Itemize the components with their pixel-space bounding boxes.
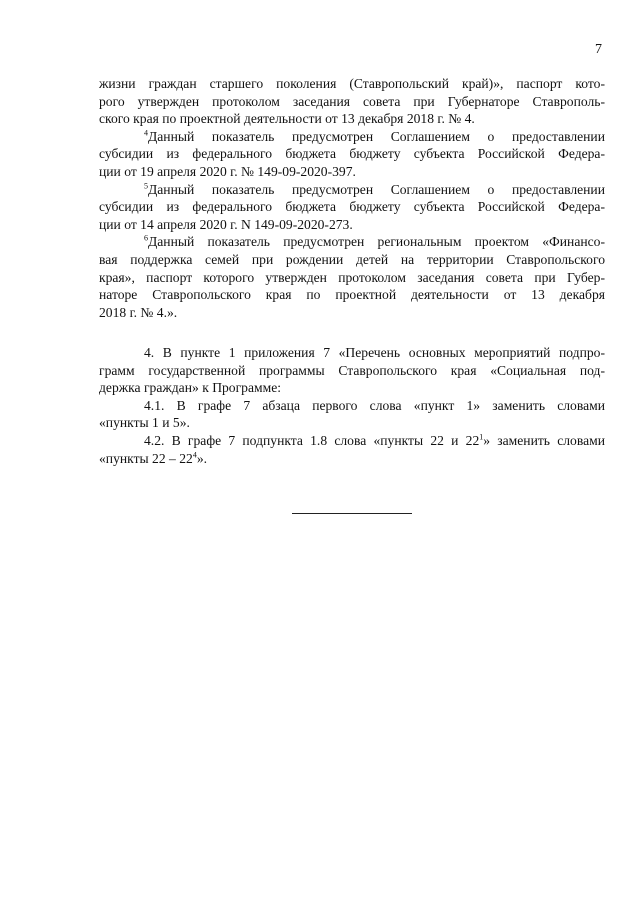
footnotes-section xyxy=(99,75,605,321)
footnote-marker: 6 xyxy=(144,233,148,243)
text-line: грамм государственной программы Ставропольского края «Социальная под- xyxy=(99,362,605,378)
superscript: 1 xyxy=(479,432,484,442)
end-separator-line xyxy=(292,513,412,514)
text-line: ции от 19 апреля 2020 г. № 149-09-2020-397. xyxy=(99,163,356,179)
footnote-4 xyxy=(99,128,605,181)
text-line: жизни граждан старшего поколения (Ставропольский край)», паспорт кото- xyxy=(99,76,605,91)
text-line: ции от 14 апреля 2020 г. N 149-09-2020-273. xyxy=(99,216,353,232)
text-line: ского края по проектной деятельности от 13 декабря 2018 г. № 4. xyxy=(99,111,475,127)
text-line: 2018 г. № 4.». xyxy=(99,304,178,320)
footnote-first-line xyxy=(99,181,605,199)
page-number: 7 xyxy=(595,42,602,57)
text-segment: «пункты 22 – 22 xyxy=(99,450,193,466)
footnote-text: Данный показатель предусмотрен Соглашением о предоставлении xyxy=(148,181,605,197)
text-segment: » заменить словами xyxy=(483,432,605,448)
project-passport-paragraph xyxy=(99,75,605,128)
text-line: 4. В пункте 1 приложения 7 «Перечень основных мероприятий подпро- xyxy=(144,345,605,360)
footnote-first-line xyxy=(99,233,605,251)
text-line: держка граждан» к Программе: xyxy=(99,380,282,396)
amendment-item-4 xyxy=(99,344,605,397)
text-line: 4.1. В графе 7 абзаца первого слова «пункт 1» заменить словами xyxy=(144,397,605,413)
text-line xyxy=(99,432,605,450)
amendments-section xyxy=(99,344,605,467)
text-line: вая поддержка семей при рождении детей на территории Ставропольского xyxy=(99,251,605,267)
footnote-marker: 5 xyxy=(144,181,148,191)
text-line: «пункты 1 и 5». xyxy=(99,415,190,431)
footnote-6 xyxy=(99,233,605,321)
footnote-text: Данный показатель предусмотрен Соглашением о предоставлении xyxy=(148,128,605,144)
text-segment: 4.2. В графе 7 подпункта 1.8 слова «пункты 22 и 22 xyxy=(144,432,480,448)
text-line: субсидии из федерального бюджета бюджету субъекта Российской Федера- xyxy=(99,146,605,162)
text-line: рого утвержден протоколом заседания совета при Губернаторе Ставрополь- xyxy=(99,93,605,109)
text-segment: ». xyxy=(196,450,208,466)
amendment-item-4-1 xyxy=(99,397,605,432)
amendment-item-4-2 xyxy=(99,432,605,467)
text-line xyxy=(99,450,605,468)
text-line: наторе Ставропольского края по проектной деятельности от 13 декабря xyxy=(99,287,605,303)
superscript: 4 xyxy=(192,450,197,460)
footnote-marker: 4 xyxy=(144,128,148,138)
footnote-first-line xyxy=(99,128,605,146)
footnote-5 xyxy=(99,181,605,234)
footnote-text: Данный показатель предусмотрен региональным проектом «Финансо- xyxy=(148,234,605,250)
text-line: края», паспорт которого утвержден протоколом заседания совета при Губер- xyxy=(99,269,605,285)
text-line: субсидии из федерального бюджета бюджету субъекта Российской Федера- xyxy=(99,199,605,215)
